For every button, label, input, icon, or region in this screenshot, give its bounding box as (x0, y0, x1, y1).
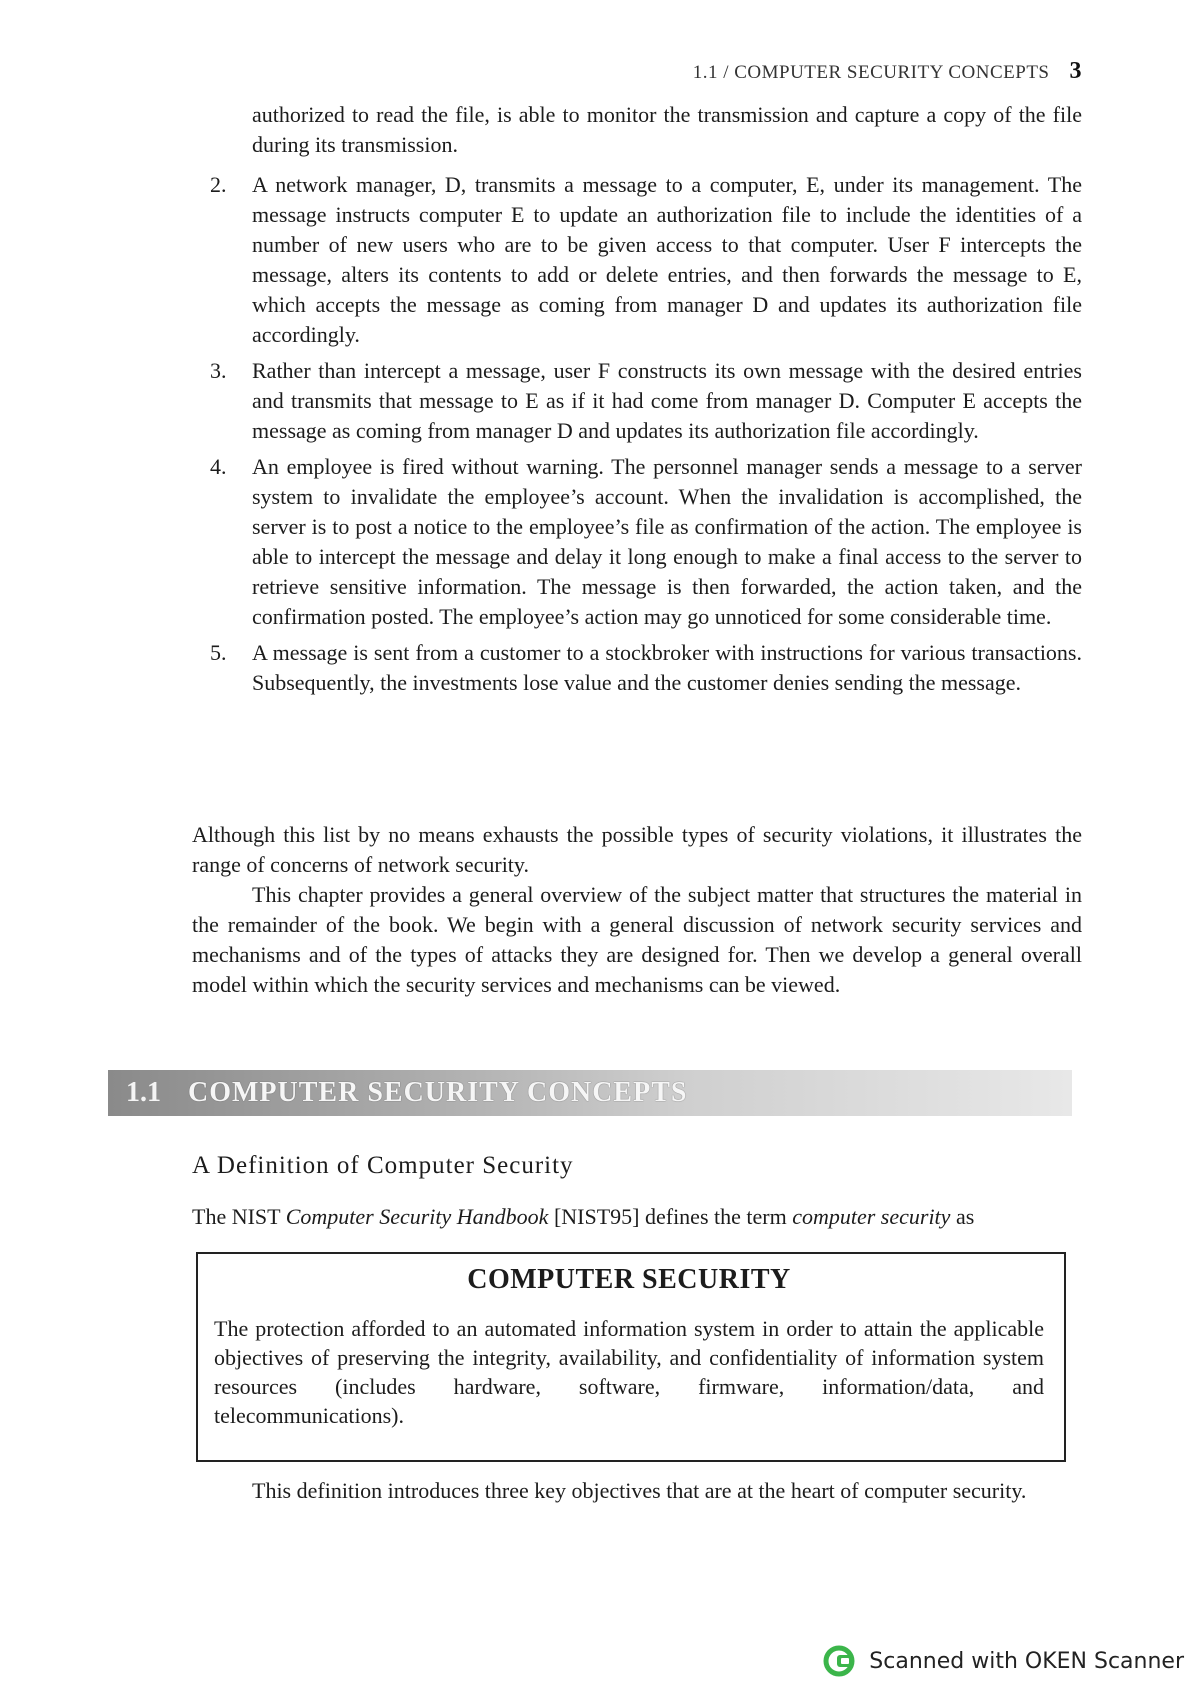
list-item (210, 170, 1082, 350)
continuation-paragraph: authorized to read the file, is able to monitor the transmission and capture a copy of the file during its transmission. (252, 102, 1082, 157)
list-item-text: A network manager, D, transmits a message to a computer, E, under its management. The message instructs computer E to update an authorization file to include the identities of a number of new users who are to be given access to that computer. User F intercepts the message, alters its contents to add or delete entries, and then forwards the message to E, which accepts the message as coming from manager D and updates its authorization file accordingly. (252, 172, 1082, 347)
body-paragraph: Although this list by no means exhausts the possible types of security violations, it illustrates the range of concerns of network security. (192, 822, 1082, 877)
definition-box-title: COMPUTER SECURITY (467, 1264, 791, 1295)
list-item (210, 638, 1082, 698)
violation-list (210, 170, 1082, 704)
page-number: 3 (1069, 58, 1082, 84)
definition-intro-suffix: as (950, 1204, 975, 1229)
definition-box-text: The protection afforded to an automated information system in order to attain the applicable objectives of preserving the integrity, availability, and confidentiality of information system resources (includes hardware, software, firmware, information/data, and telecommunications). (214, 1316, 1044, 1428)
handbook-title: Computer Security Handbook (285, 1204, 549, 1229)
section-heading-bar (108, 1070, 1072, 1116)
subsection-heading: A Definition of Computer Security (192, 1152, 574, 1179)
defined-term: computer security (792, 1204, 951, 1229)
definition-intro-paragraph (192, 1202, 1082, 1232)
body-paragraph: This chapter provides a general overview of the subject matter that structures the material in the remainder of the book. We begin with a general discussion of network security services and mechanisms and of the types of attacks they are designed for. Then we develop a general overall model within which the security services and mechanisms can be viewed. (192, 882, 1082, 997)
scanner-watermark (823, 1644, 1184, 1678)
running-head-section: 1.1 / COMPUTER SECURITY CONCEPTS (692, 62, 1050, 83)
definition-box (196, 1252, 1066, 1462)
definition-intro-prefix: The NIST (192, 1204, 286, 1229)
list-item (210, 452, 1082, 632)
watermark-text: Scanned with OKEN Scanner (869, 1648, 1184, 1674)
closing-paragraph: This definition introduces three key objectives that are at the heart of computer security. (252, 1478, 1027, 1503)
list-item-number: 5. (210, 640, 227, 665)
oken-scanner-logo-icon (823, 1644, 857, 1678)
list-item (210, 356, 1082, 446)
list-item-number: 3. (210, 358, 227, 383)
definition-intro-middle: [NIST95] defines the term (548, 1204, 793, 1229)
list-item-number: 4. (210, 454, 227, 479)
list-item-text: Rather than intercept a message, user F constructs its own message with the desired entries and transmits that message to E as if it had come from manager D. Computer E accepts the message as coming from manager D and updates its authorization file accordingly. (252, 358, 1082, 443)
list-item-text: A message is sent from a customer to a stockbroker with instructions for various transactions. Subsequently, the investments lose value and the customer denies sending the message. (252, 640, 1082, 695)
section-number: 1.1 (126, 1077, 161, 1108)
section-title: COMPUTER SECURITY CONCEPTS (188, 1077, 688, 1108)
list-item-number: 2. (210, 172, 227, 197)
list-item-text: An employee is fired without warning. The personnel manager sends a message to a server system to invalidate the employee’s account. When the invalidation is accomplished, the server is to post a notice to the employee’s file as confirmation of the action. The employee is able to intercept the message and delay it long enough to make a final access to the server to retrieve sensitive information. The message is then forwarded, the action taken, and the confirmation posted. The employee’s action may go unnoticed for some considerable time. (252, 454, 1082, 629)
running-head (693, 58, 1082, 85)
body-text (192, 820, 1082, 1000)
